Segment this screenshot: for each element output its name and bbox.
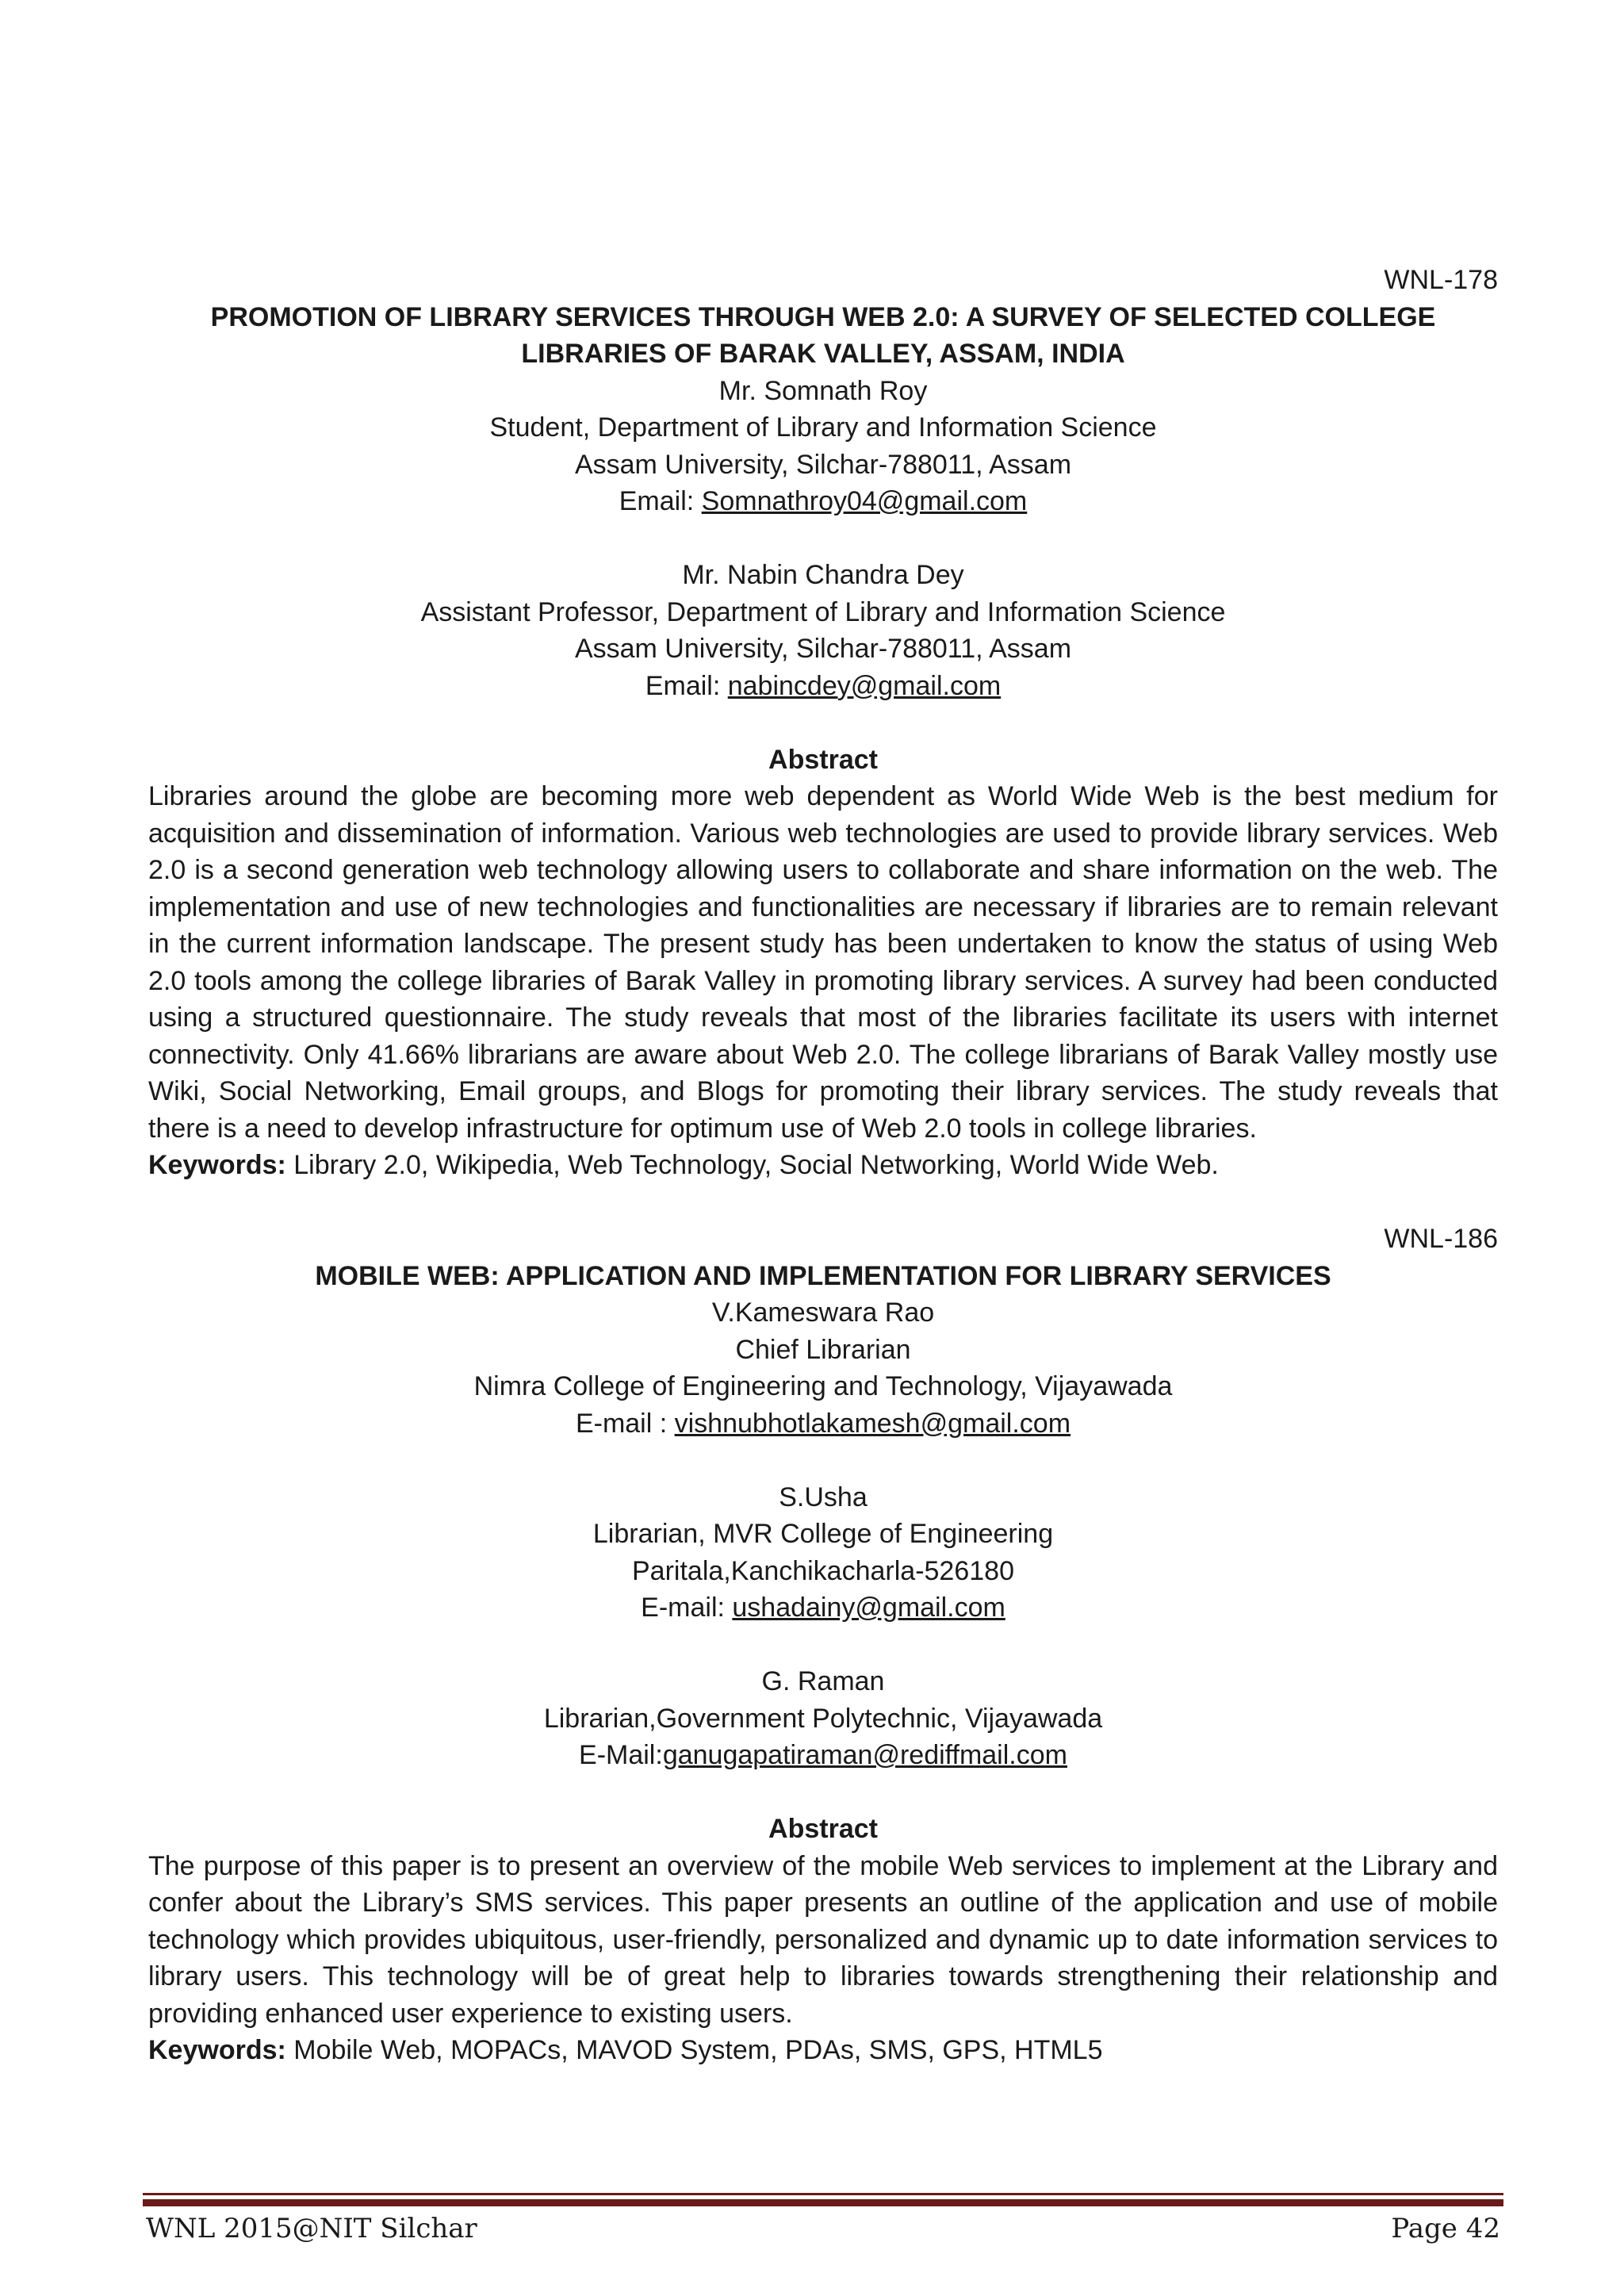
author-block — [148, 1663, 1498, 1774]
abstract-heading: Abstract — [768, 1814, 878, 1844]
author-role: Assistant Professor, Department of Library and Information Science — [420, 596, 1226, 627]
keywords-line — [148, 2032, 1498, 2069]
keywords-label: Keywords: — [148, 1150, 286, 1180]
page-content — [148, 262, 1498, 2069]
abstract-heading: Abstract — [768, 744, 878, 775]
page-number: Page 42 — [1391, 2213, 1500, 2244]
email-label: E-mail : — [575, 1408, 675, 1439]
author-name: S.Usha — [779, 1481, 868, 1512]
author-block — [148, 557, 1498, 704]
paper-title-line: LIBRARIES OF BARAK VALLEY, ASSAM, INDIA — [521, 339, 1125, 369]
keywords-line — [148, 1147, 1498, 1184]
author-block — [148, 373, 1498, 520]
email-label: E-mail: — [641, 1593, 733, 1623]
keywords-label: Keywords: — [148, 2035, 286, 2065]
author-email-line — [148, 1737, 1498, 1774]
paper-code: WNL-186 — [1384, 1224, 1498, 1254]
email-label: Email: — [645, 670, 728, 701]
author-affiliation: Nimra College of Engineering and Technology, Vijayawada — [473, 1371, 1173, 1401]
author-block — [148, 1294, 1498, 1442]
email-link[interactable]: ganugapatiraman@rediffmail.com — [662, 1740, 1067, 1770]
email-link[interactable]: nabincdey@gmail.com — [727, 670, 1002, 701]
author-email-line — [148, 483, 1498, 520]
paper-title-line: PROMOTION OF LIBRARY SERVICES THROUGH WEB 2.0: A SURVEY OF SELECTED COLLEGE — [210, 301, 1436, 332]
paper-code: WNL-178 — [1384, 265, 1498, 295]
footer-conference: WNL 2015@NIT Silchar — [146, 2213, 477, 2244]
footer-divider — [143, 2199, 1503, 2206]
email-link[interactable]: ushadainy@gmail.com — [732, 1593, 1005, 1623]
email-label: E-Mail: — [579, 1740, 663, 1770]
author-email-line — [148, 1405, 1498, 1443]
author-email-line — [148, 668, 1498, 705]
author-affiliation: Paritala,Kanchikacharla-526180 — [632, 1555, 1014, 1586]
author-email-line — [148, 1589, 1498, 1627]
footer-divider — [143, 2193, 1503, 2195]
author-name: Mr. Somnath Roy — [718, 375, 928, 406]
author-affiliation: Assam University, Silchar-788011, Assam — [574, 449, 1072, 480]
author-name: G. Raman — [761, 1666, 885, 1696]
author-affiliation: Assam University, Silchar-788011, Assam — [574, 634, 1072, 664]
author-name: V.Kameswara Rao — [711, 1297, 935, 1328]
email-link[interactable]: vishnubhotlakamesh@gmail.com — [674, 1408, 1071, 1439]
email-label: Email: — [619, 486, 702, 516]
author-role: Student, Department of Library and Information Science — [489, 412, 1157, 443]
abstract-text: The purpose of this paper is to present an overview of the mobile Web services to implement at the Library and confer about the Library’s SMS services. This paper presents an outline of the application and use of mobile technology which provides ubiquitous, user-friendly, personalized and dynamic up to date information services to library users. This technology will be of great help to libraries towards strengthening their relationship and providing enhanced user experience to existing users. — [148, 1850, 1498, 2029]
keywords-text: Mobile Web, MOPACs, MAVOD System, PDAs, SMS, GPS, HTML5 — [285, 2035, 1103, 2065]
author-block — [148, 1479, 1498, 1627]
keywords-text: Library 2.0, Wikipedia, Web Technology, Social Networking, World Wide Web. — [285, 1150, 1219, 1180]
email-link[interactable]: Somnathroy04@gmail.com — [701, 486, 1028, 516]
author-role: Librarian,Government Polytechnic, Vijayawada — [543, 1703, 1103, 1734]
author-role: Chief Librarian — [735, 1334, 911, 1365]
paper-title — [148, 299, 1498, 373]
paper-title: MOBILE WEB: APPLICATION AND IMPLEMENTATION FOR LIBRARY SERVICES — [315, 1260, 1331, 1291]
author-role: Librarian, MVR College of Engineering — [592, 1519, 1054, 1549]
abstract-text: Libraries around the globe are becoming more web dependent as World Wide Web is the best medium for acquisition and dissemination of information. Various web technologies are used to provide library services. Web 2.0 is a second generation web technology allowing users to collaborate and share information on the web. The implementation and use of new technologies and functionalities are necessary if libraries are to remain relevant in the current information landscape. The present study has been undertaken to know the status of using Web 2.0 tools among the college libraries of Barak Valley in promoting library services. A survey had been conducted using a structured questionnaire. The study reveals that most of the libraries facilitate its users with internet connectivity. Only 41.66% librarians are aware about Web 2.0. The college librarians of Barak Valley mostly use Wiki, Social Networking, Email groups, and Blogs for promoting their library services. The study reveals that there is a need to develop infrastructure for optimum use of Web 2.0 tools in college libraries. — [148, 781, 1498, 1144]
author-name: Mr. Nabin Chandra Dey — [682, 560, 964, 590]
